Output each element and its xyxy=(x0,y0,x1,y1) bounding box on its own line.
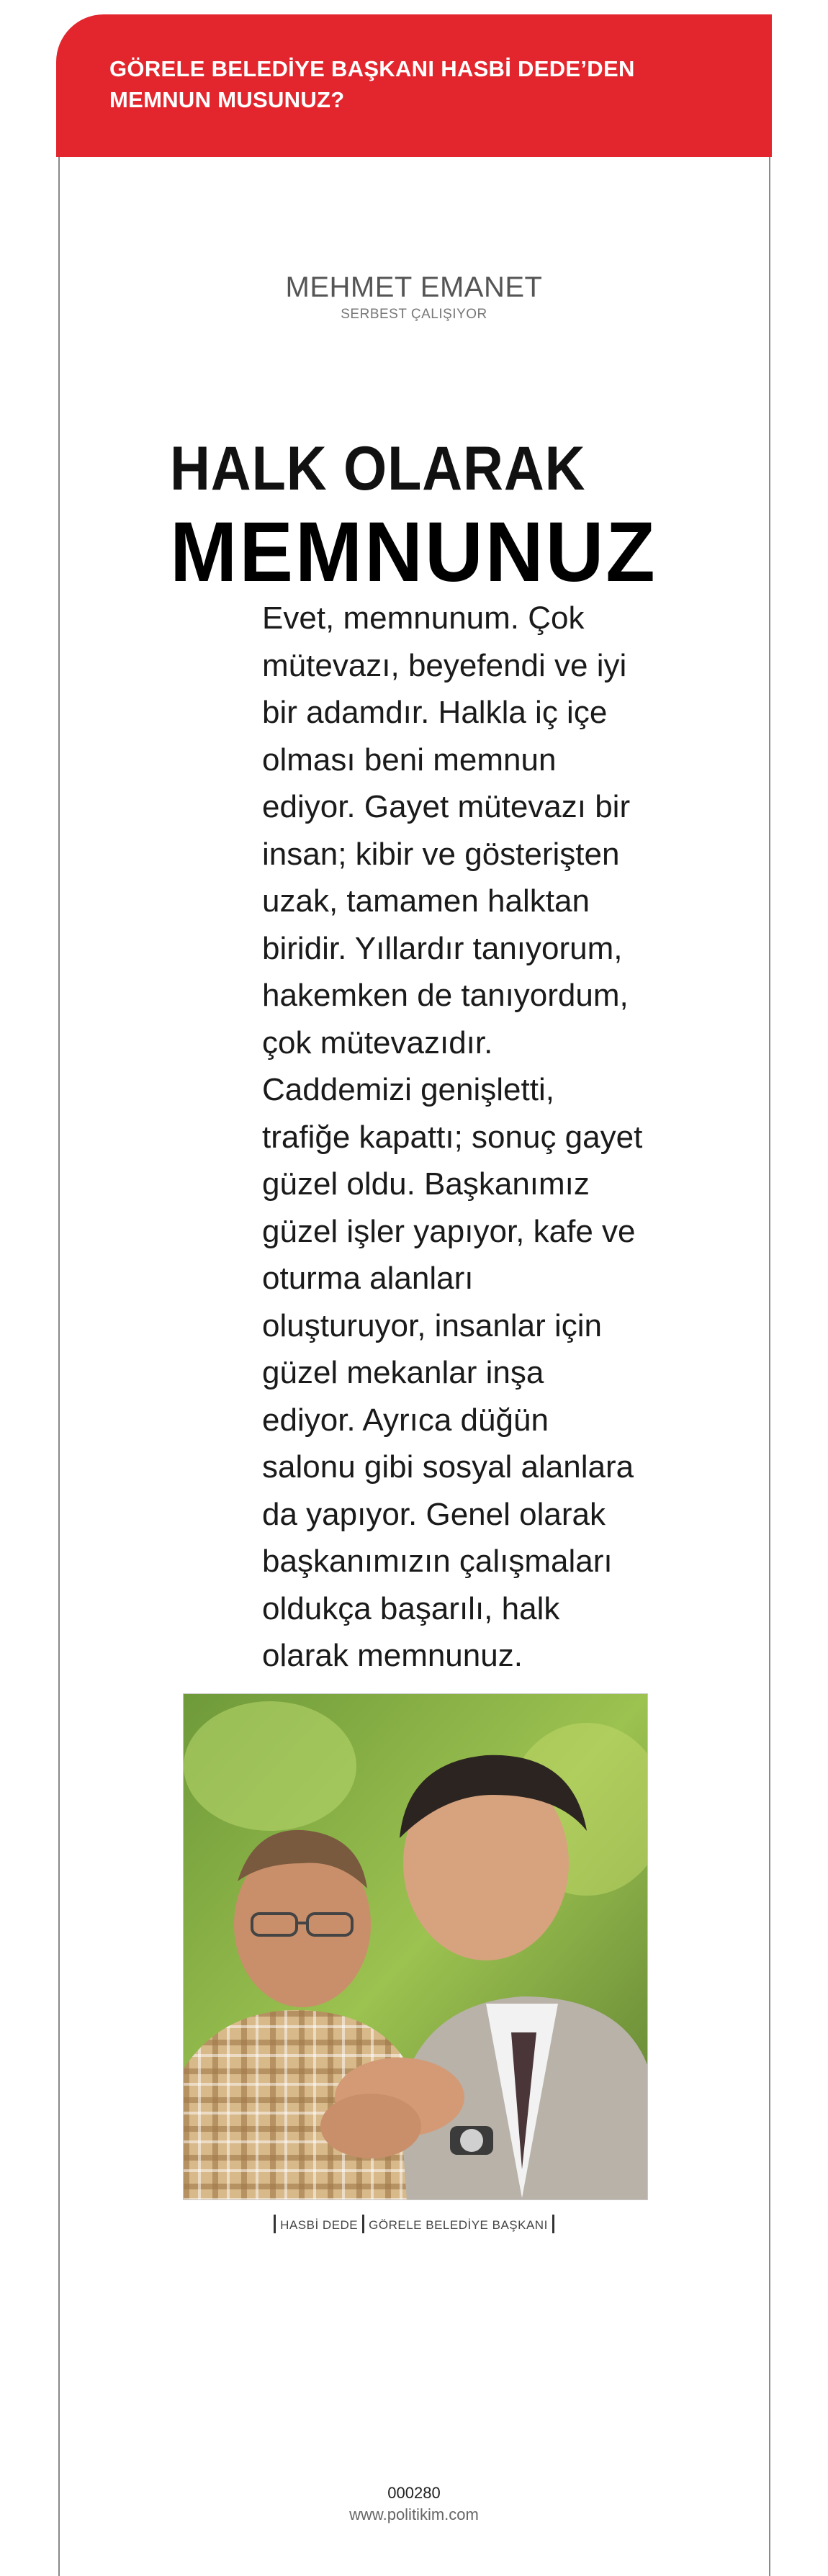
body-line: mütevazı, beyefendi ve iyi xyxy=(262,647,627,683)
headline-line-1: HALK OLARAK xyxy=(170,434,586,503)
body-line: ediyor. Ayrıca düğün xyxy=(262,1402,549,1438)
footer-code: 000280 xyxy=(387,2484,441,2502)
body-line: hakemken de tanıyordum, xyxy=(262,978,629,1013)
article-body xyxy=(262,595,643,1680)
header-title: GÖRELE BELEDİYE BAŞKANI HASBİ DEDE’DEN MEMNUN MUSUNUZ? xyxy=(109,56,635,112)
body-line: Evet, memnunum. Çok xyxy=(262,600,585,636)
photo-caption xyxy=(0,2215,828,2233)
body-line: uzak, tamamen halktan xyxy=(262,883,590,919)
body-line: biridir. Yıllardır tanıyorum, xyxy=(262,930,623,966)
caption-divider xyxy=(552,2215,554,2233)
caption-name: HASBİ DEDE xyxy=(280,2218,359,2232)
body-line: insan; kibir ve gösterişten xyxy=(262,836,620,872)
body-line: oldukça başarılı, halk xyxy=(262,1590,560,1626)
page-footer xyxy=(0,2482,828,2526)
author-name: MEHMET EMANET xyxy=(285,271,543,303)
body-line: Caddemizi genişletti, xyxy=(262,1072,554,1107)
body-line: salonu gibi sosyal alanlara xyxy=(262,1449,634,1485)
author-role: SERBEST ÇALIŞIYOR xyxy=(341,307,487,322)
body-line: çok mütevazıdır. xyxy=(262,1024,493,1060)
body-line: trafiğe kapattı; sonuç gayet xyxy=(262,1119,643,1155)
headline-line-2: MEMNUNUZ xyxy=(170,505,657,600)
article-photo xyxy=(183,1693,648,2200)
body-line: güzel mekanlar inşa xyxy=(262,1355,544,1390)
body-line: ediyor. Gayet mütevazı bir xyxy=(262,789,631,824)
footer-url[interactable]: www.politikim.com xyxy=(349,2505,479,2523)
caption-divider xyxy=(362,2215,364,2233)
body-line: oturma alanları xyxy=(262,1261,474,1296)
header-banner xyxy=(56,14,772,157)
body-line: da yapıyor. Genel olarak xyxy=(262,1496,606,1532)
body-line: güzel oldu. Başkanımız xyxy=(262,1166,590,1202)
frame-right-rule xyxy=(769,157,770,2576)
body-line: oluşturuyor, insanlar için xyxy=(262,1307,603,1343)
body-line: olarak memnunuz. xyxy=(262,1638,523,1673)
body-line: olması beni memnun xyxy=(262,742,557,778)
author-block xyxy=(0,271,828,323)
body-line: başkanımızın çalışmaları xyxy=(262,1544,613,1579)
caption-divider xyxy=(274,2215,276,2233)
body-line: bir adamdır. Halkla iç içe xyxy=(262,695,608,730)
caption-title: GÖRELE BELEDİYE BAŞKANI xyxy=(369,2218,548,2232)
body-line: güzel işler yapıyor, kafe ve xyxy=(262,1213,636,1249)
frame-left-rule xyxy=(58,157,60,2576)
